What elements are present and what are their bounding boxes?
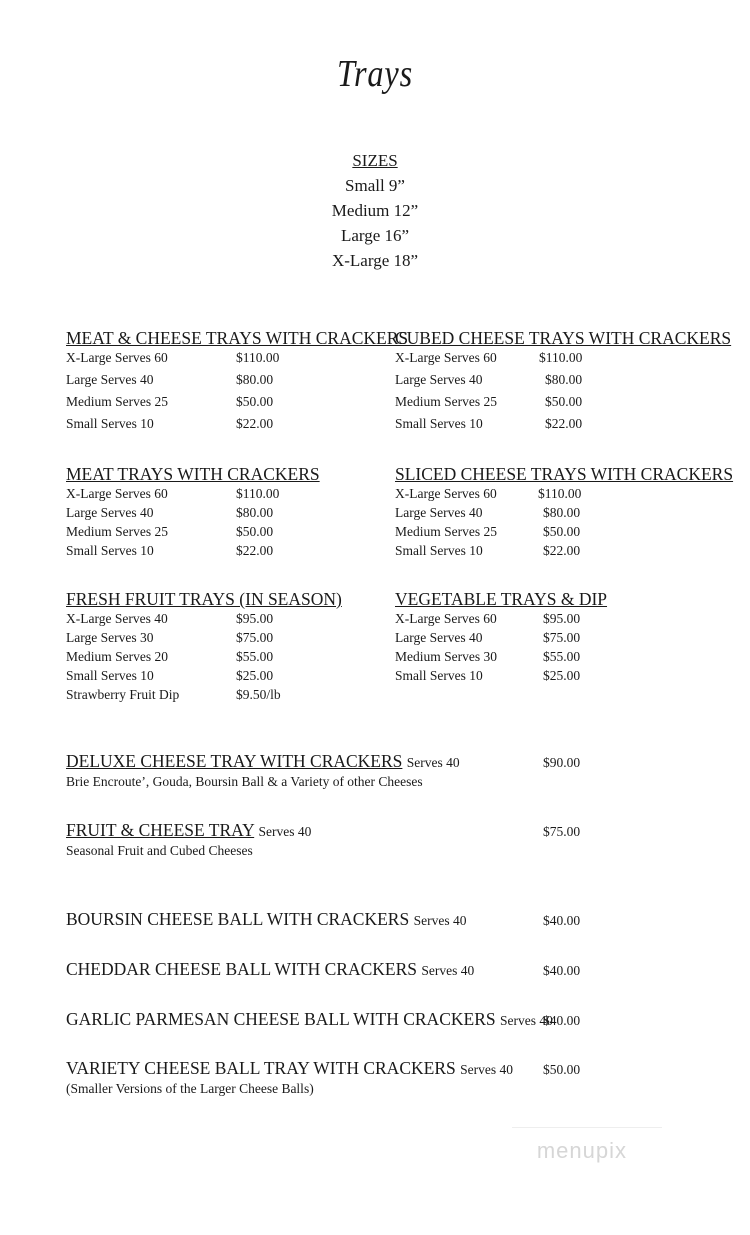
row-label: Small Serves 10: [395, 416, 483, 431]
special-name: BOURSIN CHEESE BALL WITH CRACKERS: [66, 909, 410, 929]
row-price: $22.00: [545, 416, 583, 431]
special-fruit-cheese-price: $75.00: [543, 824, 581, 839]
row-label: Medium Serves 25: [66, 394, 168, 409]
row-price: $55.00: [543, 649, 581, 664]
special-variety-price: $50.00: [543, 1062, 581, 1077]
special-fruit-cheese-title: [66, 820, 311, 841]
special-variety-desc: (Smaller Versions of the Larger Cheese Balls): [66, 1081, 314, 1096]
special-deluxe-desc: Brie Encroute’, Gouda, Boursin Ball & a Variety of other Cheeses: [66, 774, 423, 789]
watermark-line: [512, 1127, 662, 1128]
special-serves: Serves 40: [499, 1013, 553, 1028]
row-price: $80.00: [543, 505, 581, 520]
size-item: X-Large 18”: [331, 251, 419, 270]
row-label: Small Serves 10: [395, 543, 483, 558]
size-item: Medium 12”: [331, 201, 419, 220]
row-label: Small Serves 10: [395, 668, 483, 683]
row-price: $50.00: [543, 524, 581, 539]
row-label: Medium Serves 25: [395, 394, 497, 409]
special-deluxe-price: $90.00: [543, 755, 581, 770]
special-name: FRUIT & CHEESE TRAY: [66, 820, 255, 840]
special-fruit-cheese-desc: Seasonal Fruit and Cubed Cheeses: [66, 843, 253, 858]
section-title-meat-cheese: MEAT & CHEESE TRAYS WITH CRACKERS: [66, 328, 409, 348]
row-label: Large Serves 40: [395, 505, 483, 520]
row-label: Small Serves 10: [66, 668, 154, 683]
row-price: $95.00: [543, 611, 581, 626]
row-label: Medium Serves 25: [66, 524, 168, 539]
special-serves: Serves 40: [460, 1062, 513, 1077]
row-label: X-Large Serves 60: [395, 486, 497, 501]
special-name: VARIETY CHEESE BALL TRAY WITH CRACKERS: [66, 1058, 456, 1078]
section-title-sliced-cheese: SLICED CHEESE TRAYS WITH CRACKERS: [395, 464, 734, 484]
special-garlic-title: [66, 1009, 553, 1030]
size-item: Large 16”: [340, 226, 410, 245]
row-price: $110.00: [236, 486, 280, 501]
special-serves: Serves 40: [413, 913, 467, 928]
row-label: X-Large Serves 60: [395, 350, 497, 365]
row-label: X-Large Serves 60: [66, 486, 168, 501]
special-boursin-price: $40.00: [543, 913, 581, 928]
row-label: Medium Serves 25: [395, 524, 497, 539]
special-garlic-price: $40.00: [543, 1013, 581, 1028]
special-name: CHEDDAR CHEESE BALL WITH CRACKERS: [66, 959, 417, 979]
page-title: Trays: [336, 53, 414, 95]
size-item: Small 9”: [345, 176, 405, 195]
row-price: $110.00: [539, 350, 583, 365]
special-cheddar-price: $40.00: [543, 963, 581, 978]
row-label: Large Serves 30: [66, 630, 154, 645]
row-price: $80.00: [545, 372, 583, 387]
row-price: $75.00: [236, 630, 274, 645]
special-serves: Serves 40: [421, 963, 475, 978]
watermark: menupix: [536, 1138, 627, 1163]
row-label: Small Serves 10: [66, 543, 154, 558]
section-title-fruit: FRESH FRUIT TRAYS (IN SEASON): [66, 589, 342, 609]
row-label: X-Large Serves 40: [66, 611, 168, 626]
row-price: $25.00: [236, 668, 274, 683]
row-label: Large Serves 40: [395, 372, 483, 387]
section-title-meat: MEAT TRAYS WITH CRACKERS: [66, 464, 320, 484]
row-label: X-Large Serves 60: [395, 611, 497, 626]
sizes-block: [0, 148, 750, 273]
row-price: $22.00: [236, 543, 274, 558]
special-cheddar-title: [66, 959, 474, 980]
row-label: Medium Serves 20: [66, 649, 168, 664]
row-price: $110.00: [236, 350, 280, 365]
row-price: $50.00: [236, 524, 274, 539]
row-price: $50.00: [236, 394, 274, 409]
row-label: Small Serves 10: [66, 416, 154, 431]
row-price: $22.00: [236, 416, 274, 431]
row-label: Large Serves 40: [66, 505, 154, 520]
special-variety-title: [66, 1058, 513, 1079]
special-name: GARLIC PARMESAN CHEESE BALL WITH CRACKERS: [66, 1009, 496, 1029]
row-price: $80.00: [236, 505, 274, 520]
special-deluxe-title: [66, 751, 460, 772]
row-price: $75.00: [543, 630, 581, 645]
section-title-cubed-cheese: CUBED CHEESE TRAYS WITH CRACKERS: [395, 328, 732, 348]
special-serves: Serves 40: [406, 755, 460, 770]
row-price: $22.00: [543, 543, 581, 558]
row-price: $110.00: [538, 486, 582, 501]
special-serves: Serves 40: [258, 824, 312, 839]
row-label: Strawberry Fruit Dip: [66, 687, 180, 702]
row-price: $80.00: [236, 372, 274, 387]
special-name: DELUXE CHEESE TRAY WITH CRACKERS: [66, 751, 403, 771]
row-label: X-Large Serves 60: [66, 350, 168, 365]
row-label: Large Serves 40: [66, 372, 154, 387]
row-price: $55.00: [236, 649, 274, 664]
row-label: Large Serves 40: [395, 630, 483, 645]
row-price: $9.50/lb: [236, 687, 281, 702]
section-title-vegetable: VEGETABLE TRAYS & DIP: [395, 589, 608, 609]
row-price: $25.00: [543, 668, 581, 683]
row-price: $50.00: [545, 394, 583, 409]
row-label: Medium Serves 30: [395, 649, 497, 664]
row-price: $95.00: [236, 611, 274, 626]
sizes-heading: SIZES: [352, 151, 398, 170]
special-boursin-title: [66, 909, 466, 930]
